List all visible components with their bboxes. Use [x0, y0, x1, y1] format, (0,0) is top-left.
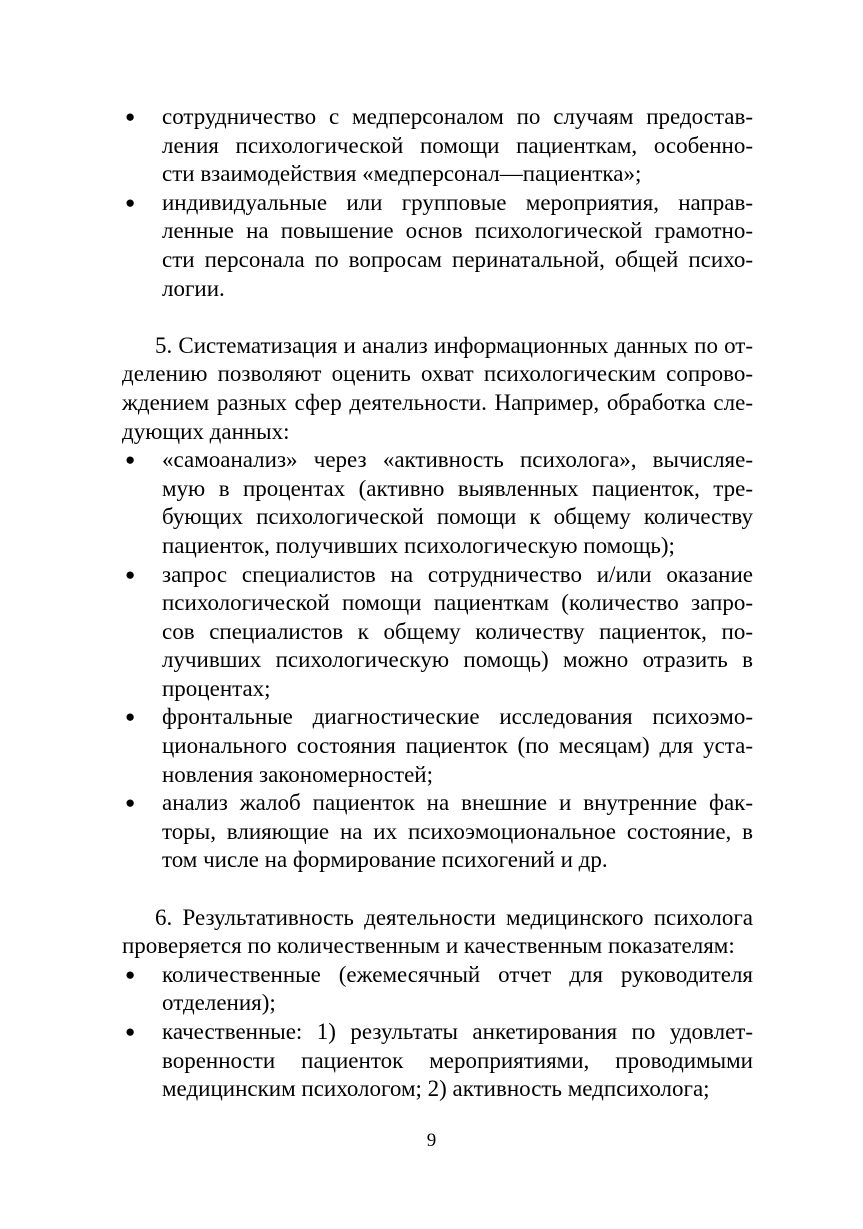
- text-line: пациенток, получивших психологическую помощь);: [162, 532, 675, 558]
- text-line: качественные: 1) результаты анкетирования по удовлет-: [162, 1019, 753, 1044]
- text-line: сов специалистов к общему количеству пациенток, по-: [162, 618, 753, 644]
- text-line: 6. Результативность деятельности медицинского психолога: [155, 904, 753, 930]
- text-line: бующих психологической помощи к общему количеству: [162, 504, 753, 530]
- text-line: фронтальные диагностические исследования психоэмо-: [162, 704, 753, 730]
- bullet-icon: ●: [125, 964, 136, 984]
- text-line: делению позволяют оценить охват психологическим сопрово-: [122, 361, 753, 387]
- spacer: [122, 875, 753, 904]
- text-line: лучивших психологическую помощь) можно отразить в: [162, 647, 753, 673]
- text-line: «самоанализ» через «активность психолога», вычисляе-: [162, 447, 753, 473]
- text-line: торы, влияющие на их психоэмоциональное состояние, в: [162, 818, 753, 844]
- bullet-icon: ●: [125, 450, 136, 470]
- text-line: сти персонала по вопросам перинатальной, общей психо-: [162, 246, 753, 272]
- paragraph: [122, 332, 753, 446]
- bullet-icon: ●: [125, 707, 136, 727]
- text-line: проверяется по количественным и качественным показателям:: [122, 933, 735, 959]
- text-line: 5. Систематизация и анализ информационных данных по от-: [155, 332, 753, 358]
- text-line: анализ жалоб пациенток на внешние и внутренние фак-: [162, 790, 753, 816]
- bullet-list: [122, 103, 753, 303]
- text-line: ления психологической помощи пациенткам, особенно-: [162, 132, 753, 158]
- page-number: 9: [426, 1130, 437, 1151]
- text-line: сотрудничество с медперсоналом по случаям предостав-: [162, 104, 753, 129]
- list-item: [122, 446, 753, 560]
- list-item: [122, 1018, 753, 1104]
- spacer: [122, 303, 753, 332]
- list-item: [122, 189, 753, 303]
- text-line: отделения);: [162, 990, 276, 1016]
- bullet-icon: ●: [125, 192, 136, 212]
- text-line: том числе на формирование психогений и др.: [162, 847, 608, 873]
- list-item: [122, 961, 753, 1018]
- text-line: мую в процентах (активно выявленных пациенток, тре-: [162, 475, 753, 501]
- text-line: медицинским психологом; 2) активность медпсихолога;: [162, 1076, 710, 1102]
- text-line: процентах;: [162, 675, 271, 701]
- text-line: ленные на повышение основ психологической грамотно-: [162, 218, 753, 244]
- text-line: новления закономерностей;: [162, 761, 433, 787]
- text-line: психологической помощи пациенткам (количество запро-: [162, 590, 753, 616]
- page-body: [122, 103, 753, 1104]
- text-line: логии.: [162, 275, 225, 301]
- list-item: [122, 103, 753, 189]
- bullet-icon: ●: [125, 1022, 136, 1041]
- bullet-icon: ●: [125, 793, 136, 813]
- bullet-list: [122, 446, 753, 875]
- text-line: дующих данных:: [122, 418, 290, 444]
- list-item: [122, 561, 753, 704]
- text-line: ционального состояния пациенток (по месяцам) для уста-: [162, 733, 753, 759]
- text-line: индивидуальные или групповые мероприятия, направ-: [162, 189, 753, 215]
- text-line: ждением разных сфер деятельности. Например, обработка сле-: [122, 389, 753, 415]
- bullet-icon: ●: [125, 564, 136, 584]
- text-line: запрос специалистов на сотрудничество и/или оказание: [162, 561, 753, 587]
- text-line: количественные (ежемесячный отчет для руководителя: [162, 961, 753, 987]
- bullet-list: [122, 961, 753, 1104]
- list-item: [122, 703, 753, 789]
- text-line: воренности пациенток мероприятиями, проводимыми: [162, 1047, 753, 1073]
- paragraph: [122, 904, 753, 961]
- bullet-icon: ●: [125, 107, 136, 126]
- list-item: [122, 789, 753, 875]
- text-line: сти взаимодействия «медперсонал—пациентка»;: [162, 161, 642, 187]
